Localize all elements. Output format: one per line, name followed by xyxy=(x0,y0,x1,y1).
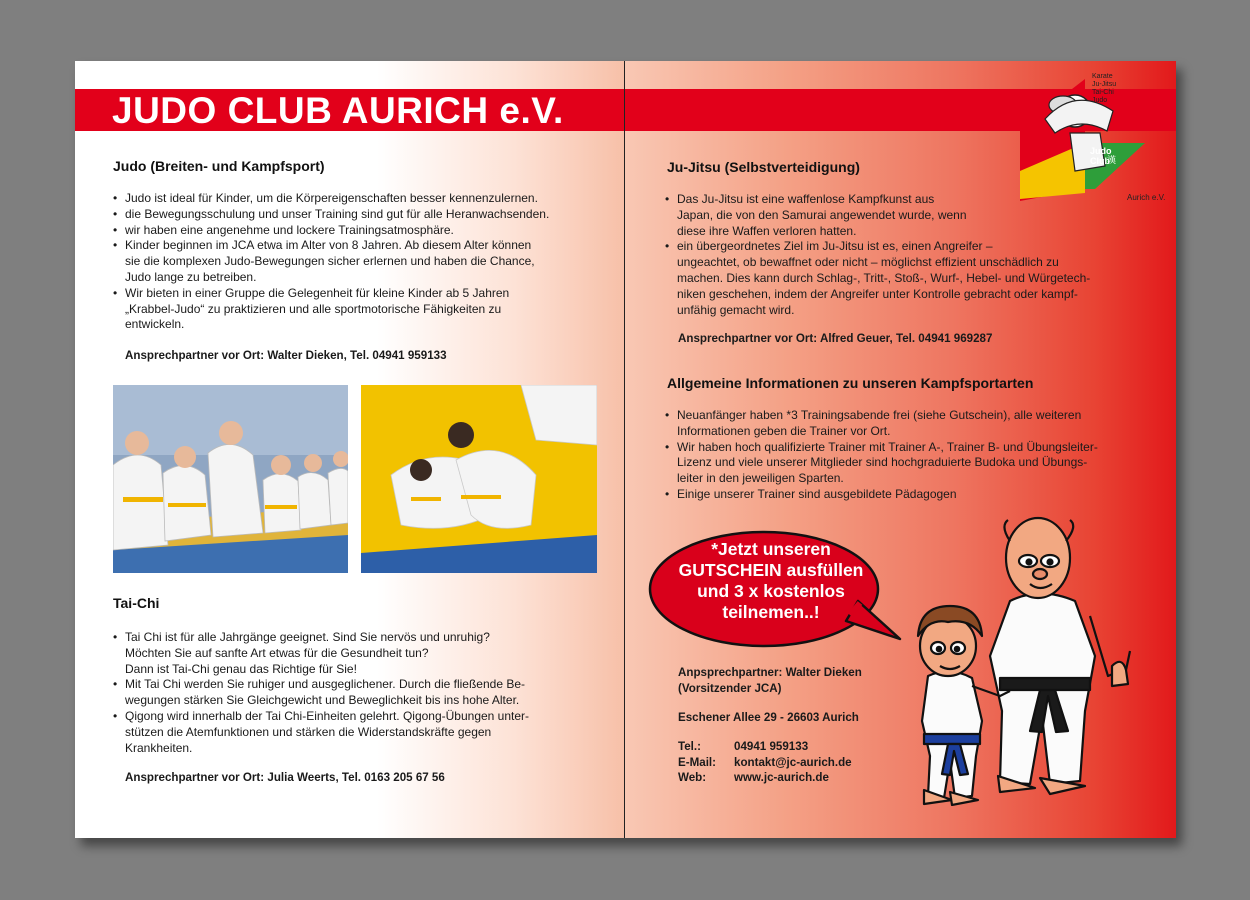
callout-line: und 3 x kostenlos xyxy=(697,581,845,601)
list-item: • Kinder beginnen im JCA etwa im Alter von 8 Jahren. Ab diesem Alter können sie die komplexen Judo-Bewegungen sicher erlernen und haben die Chance, Judo lange zu betreiben. xyxy=(113,238,593,285)
club-logo xyxy=(1015,71,1150,201)
taichi-contact: Ansprechpartner vor Ort: Julia Weerts, Tel. 0163 205 67 56 xyxy=(125,771,445,784)
list-item: • Wir haben hoch qualifizierte Trainer mit Trainer A-, Trainer B- und Übungsleiter- Lizenz und viele unserer Mitglieder sind hochgraduierte Budoka und Übungs- leiter in den jeweiligen Sparten. xyxy=(665,440,1155,487)
judo-contact: Ansprechpartner vor Ort: Walter Dieken, Tel. 04941 959133 xyxy=(125,349,447,362)
judo-bullet-list xyxy=(113,191,593,333)
email-link[interactable]: kontakt@jc-aurich.de xyxy=(734,756,852,769)
list-item: • wir haben eine angenehme und lockere Trainingsatmosphäre. xyxy=(113,223,593,239)
contact-address: Eschener Allee 29 - 26603 Aurich xyxy=(678,711,859,724)
judo-kids-photo xyxy=(113,385,348,573)
judo-heading: Judo (Breiten- und Kampfsport) xyxy=(113,158,325,174)
voucher-callout xyxy=(656,539,886,623)
page-fold xyxy=(624,61,625,838)
jujitsu-heading: Ju-Jitsu (Selbstverteidigung) xyxy=(667,159,860,175)
list-item: • Einige unserer Trainer sind ausgebildete Pädagogen xyxy=(665,487,1155,503)
logo-name-line: Club xyxy=(1090,156,1110,166)
general-heading: Allgemeine Informationen zu unseren Kampfsportarten xyxy=(667,375,1034,391)
tel-value: 04941 959133 xyxy=(734,740,809,753)
contact-person: Anpsprechpartner: Walter Dieken xyxy=(678,666,862,679)
jujitsu-bullet-list xyxy=(665,192,1145,318)
list-item: • Mit Tai Chi werden Sie ruhiger und ausgeglichener. Durch die fließende Be- wegungen stärken Sie Gleichgewicht und Beweglichkeit bis ins hohe Alter. xyxy=(113,677,593,709)
logo-sport: Judo xyxy=(1092,97,1108,104)
jujitsu-contact: Ansprechpartner vor Ort: Alfred Geuer, Tel. 04941 969287 xyxy=(678,332,993,345)
logo-name-line: Judo xyxy=(1090,146,1112,156)
tel-label: Tel.: xyxy=(678,740,701,753)
list-item: • ein übergeordnetes Ziel im Ju-Jitsu ist es, einen Angreifer – ungeachtet, ob bewaffnet oder nicht – möglichst effizient unschädlich zu machen. Dies kann durch Schlag-, Tritt-, Stoß-, Wurf-, Hebel- und Würgetech- niken geschehen, indem der Angreifer unter Kontrolle gebracht oder kampf- unfähig gemacht wird. xyxy=(665,239,1145,318)
web-label: Web: xyxy=(678,771,707,784)
logo-sports-list xyxy=(1092,73,1116,105)
email-label: E-Mail: xyxy=(678,756,717,769)
brochure-spread xyxy=(75,61,1176,838)
web-link[interactable]: www.jc-aurich.de xyxy=(734,771,829,784)
list-item: • Neuanfänger haben *3 Trainingsabende frei (siehe Gutschein), alle weiteren Informationen geben die Trainer vor Ort. xyxy=(665,408,1155,440)
logo-name xyxy=(1090,146,1112,166)
list-item: • Tai Chi ist für alle Jahrgänge geeignet. Sind Sie nervös und unruhig? Möchten Sie auf sanfte Art etwas für die Gesundheit tun? Dann ist Tai-Chi genau das Richtige für Sie! xyxy=(113,630,593,677)
callout-line: teilnemen..! xyxy=(722,602,820,622)
svg-text:漢: 漢 xyxy=(1107,155,1117,165)
contact-role: (Vorsitzender JCA) xyxy=(678,682,782,695)
list-item: • Qigong wird innerhalb der Tai Chi-Einheiten gelehrt. Qigong-Übungen unter- stützen die Atemfunktionen und stärken die Widerstandskräfte gegen Krankheiten. xyxy=(113,709,593,756)
judo-grappling-photo xyxy=(361,385,597,573)
list-item: • die Bewegungsschulung und unser Training sind gut für alle Heranwachsenden. xyxy=(113,207,593,223)
logo-sport: Karate xyxy=(1092,73,1113,80)
taichi-heading: Tai-Chi xyxy=(113,595,160,611)
list-item: • Wir bieten in einer Gruppe die Gelegenheit für kleine Kinder ab 5 Jahren „Krabbel-Judo“ zu praktizieren und alle sportmotorische Fähigkeiten zu entwickeln. xyxy=(113,286,593,333)
cartoon-judoka-illustration xyxy=(890,506,1140,806)
general-bullet-list xyxy=(665,408,1155,503)
logo-sport: Tai-Chi xyxy=(1092,89,1114,96)
list-item: • Judo ist ideal für Kinder, um die Körpereigenschaften besser kennenzulernen. xyxy=(113,191,593,207)
club-title: JUDO CLUB AURICH e.V. xyxy=(112,90,564,131)
callout-line: GUTSCHEIN ausfüllen xyxy=(678,560,864,580)
callout-line: *Jetzt unseren xyxy=(711,539,831,559)
logo-place: Aurich e.V. xyxy=(1127,193,1166,202)
taichi-bullet-list xyxy=(113,630,593,756)
logo-sport: Ju-Jitsu xyxy=(1092,81,1117,88)
list-item: • Das Ju-Jitsu ist eine waffenlose Kampfkunst aus Japan, die von den Samurai angewendet wurde, wenn diese ihre Waffen verloren hatten. xyxy=(665,192,1145,239)
